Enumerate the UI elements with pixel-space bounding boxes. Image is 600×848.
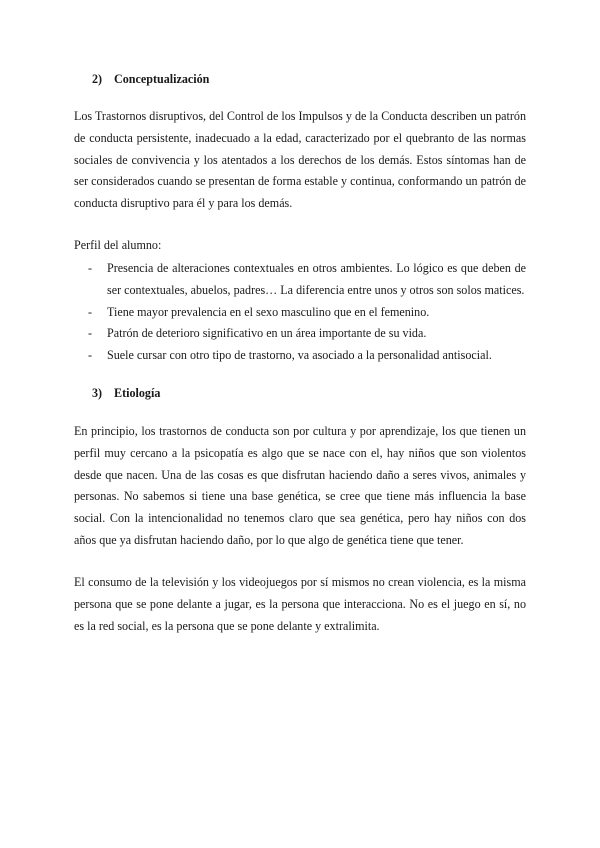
section-2-heading xyxy=(92,72,209,87)
bullet-text: Tiene mayor prevalencia en el sexo masculino que en el femenino. xyxy=(107,304,430,319)
list-item xyxy=(88,345,526,367)
section-3-paragraph-1: En principio, los trastornos de conducta son por cultura y por aprendizaje, los que tienen un perfil muy cercano a la psicopatía es algo que se nace con el, hay niños que son violentos desde que nacen. Una de las cosas es que disfrutan haciendo daño a seres vivos, animales y personas. No sabemos si tiene una base genética, se cree que tiene más influencia la base social. Con la intencionalidad no tenemos claro que sea genética, pero hay niños con dos años que ya disfrutan haciendo daño, por lo que algo de genética tiene que tener. xyxy=(74,424,526,547)
section-2-title: Conceptualización xyxy=(114,72,210,86)
bullet-text: Patrón de deterioro significativo en un área importante de su vida. xyxy=(107,326,427,341)
bullet-marker: - xyxy=(88,261,93,275)
bullet-text: Suele cursar con otro tipo de trastorno, va asociado a la personalidad antisocial. xyxy=(107,348,492,363)
bullet-marker: - xyxy=(88,326,93,341)
profile-bullet-list xyxy=(88,258,526,367)
bullet-marker: - xyxy=(88,348,93,363)
list-item xyxy=(88,258,526,302)
section-3-title: Etiología xyxy=(114,386,161,400)
list-item xyxy=(88,302,526,324)
list-item xyxy=(88,323,526,345)
section-2-paragraph: Los Trastornos disruptivos, del Control de los Impulsos y de la Conducta describen un patrón de conducta persistente, inadecuado a la edad, caracterizado por el quebranto de las normas sociales de convivencia y los atentados a los derechos de los demás. Estos síntomas han de ser considerados cuando se presentan de forma estable y continua, conformando un patrón de conducta disruptivo para él y para los demás. xyxy=(74,109,526,211)
profile-label: Perfil del alumno: xyxy=(74,238,162,252)
section-3-heading xyxy=(92,386,160,401)
section-3-number: 3) xyxy=(92,386,103,400)
section-3-paragraph-2: El consumo de la televisión y los videojuegos por sí mismos no crean violencia, es la misma persona que se pone delante a jugar, es la persona que interacciona. No es el juego en sí, no es la red social, es la persona que se pone delante y extralimita. xyxy=(74,575,526,633)
bullet-marker: - xyxy=(88,304,93,319)
section-2-number: 2) xyxy=(92,72,103,86)
bullet-text: Presencia de alteraciones contextuales en otros ambientes. Lo lógico es que deben de ser contextuales, abuelos, padres… La diferencia entre unos y otros son solos matices. xyxy=(107,261,526,297)
